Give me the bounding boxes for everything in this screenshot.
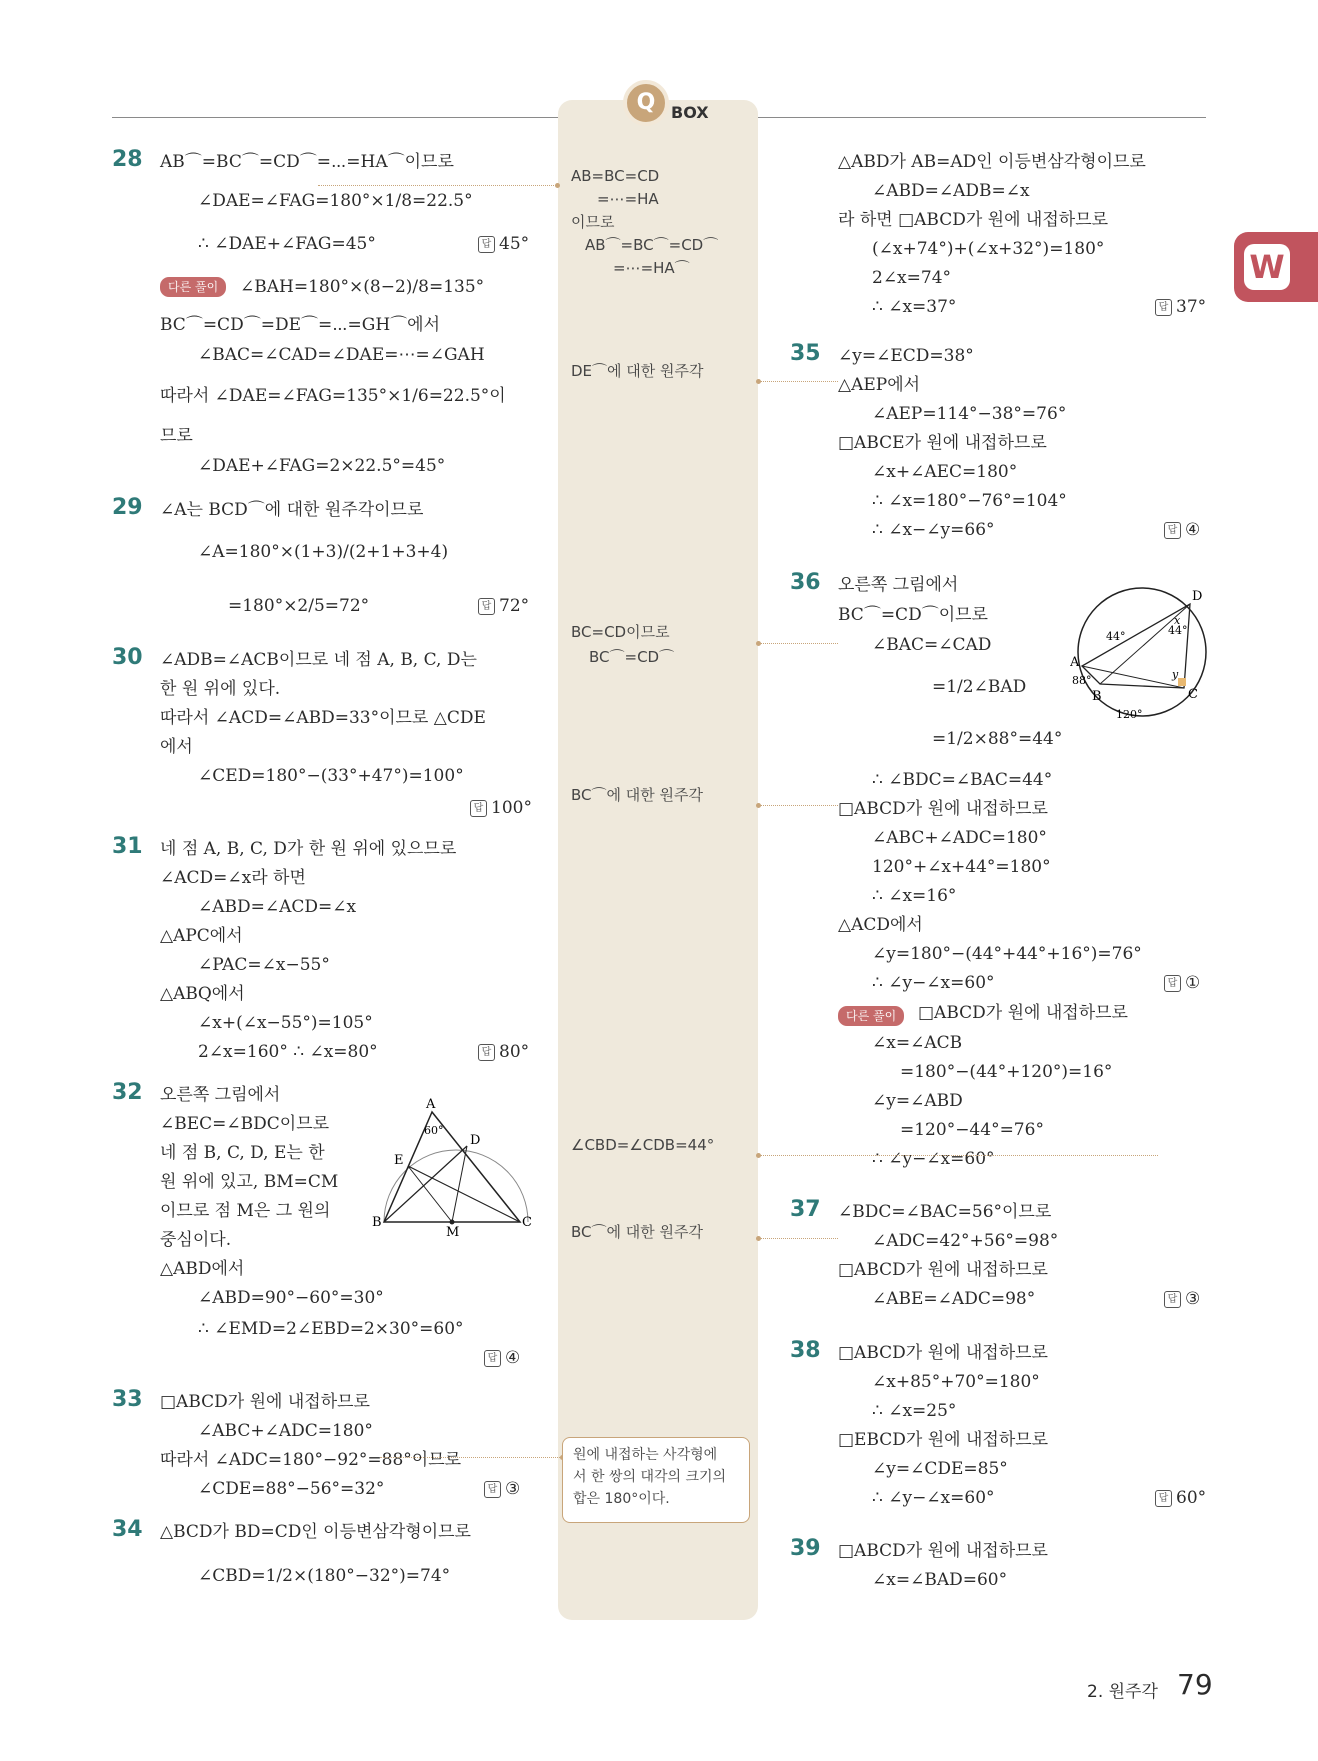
solution-line-text: 므로 [160, 426, 193, 446]
solution-line-text: ∴ ∠x=16° [872, 886, 957, 906]
solution-line [872, 403, 1066, 425]
answer-value: ④ [505, 1348, 521, 1368]
figure-32 [372, 1098, 532, 1238]
solution-line-text: ∠y=∠ECD=38° [838, 346, 974, 366]
solution-line [160, 151, 454, 173]
solution-line-text: ∠y=∠ABD [872, 1091, 963, 1111]
qbox-hint [613, 257, 690, 279]
answer-value: ④ [1185, 520, 1201, 540]
problem-number [790, 1339, 821, 1363]
problem-number-text: 32 [112, 1080, 143, 1105]
solution-line [872, 238, 1104, 260]
solution-line-text: AB⌒=BC⌒=CD⌒=⋯=HA⌒이므로 [160, 152, 454, 172]
alt-solution-badge [160, 277, 226, 297]
solution-line-text: ∠ABE=∠ADC=98° [872, 1289, 1036, 1309]
solution-line [872, 1371, 1040, 1393]
solution-line [872, 1487, 995, 1509]
solution-line [872, 943, 1142, 965]
solution-line-text: =1/2×88°=44° [932, 729, 1063, 749]
answer-mark-icon: 답 [484, 1481, 501, 1498]
solution-line [160, 1171, 338, 1193]
problem-number-text: 33 [112, 1387, 143, 1412]
solution-line-text: BC⌒=CD⌒=DE⌒=⋯=GH⌒에서 [160, 315, 441, 335]
answer [1164, 972, 1200, 994]
answer [1155, 296, 1206, 318]
fig32-label-e: E [394, 1153, 404, 1168]
alt-solution-badge [838, 1006, 904, 1026]
solution-line-text: □ABCD가 원에 내접하므로 [918, 1003, 1128, 1023]
answer-mark-icon: 답 [478, 598, 495, 615]
leader-line [758, 805, 838, 806]
problem-number-text: 29 [112, 495, 143, 520]
qbox-hint-text: ∠CBD=∠CDB=44° [571, 1136, 715, 1154]
answer [1155, 1487, 1206, 1509]
solution-line [240, 276, 484, 298]
qbox-hint [571, 1221, 703, 1243]
solution-line-text: ∴ ∠x−∠y=66° [872, 520, 995, 540]
solution-line [160, 707, 486, 729]
answer-mark-icon: 답 [1155, 299, 1172, 316]
qbox-note [562, 1437, 750, 1523]
fig36-label-c: C [1188, 687, 1198, 702]
answer-mark-icon: 답 [1155, 1490, 1172, 1507]
solution-line [198, 765, 464, 787]
solution-line-text: 네 점 A, B, C, D가 한 원 위에 있으므로 [160, 839, 457, 859]
solution-line-text: ∠PAC=∠x−55° [198, 955, 330, 975]
problem-number [112, 496, 143, 520]
solution-line [160, 983, 245, 1005]
qbox-hint [589, 646, 674, 668]
answer [484, 1478, 520, 1500]
w-logo-icon: W [1244, 244, 1290, 290]
chapter-title: 2. 원주각 [1087, 1682, 1158, 1702]
solution-line-text: 120°+∠x+44°=180° [872, 857, 1051, 877]
solution-line [160, 1200, 330, 1222]
problem-number-text: 31 [112, 834, 143, 859]
solution-line [918, 1002, 1128, 1024]
solution-line [872, 1569, 1007, 1591]
qbox-hint-text: =⋯=HA⌒ [613, 259, 690, 277]
solution-line-text: △ABQ에서 [160, 984, 245, 1004]
alt-solution-badge-text: 다른 풀이 [846, 1009, 897, 1023]
solution-line-text: ∴ ∠x=37° [872, 297, 957, 317]
fig32-label-c: C [522, 1215, 532, 1230]
qbox-hint-text: 이므로 [571, 213, 615, 231]
answer [478, 233, 529, 255]
solution-line-text: ∠A는 BCD⌒에 대한 원주각이므로 [160, 500, 424, 520]
solution-line [198, 954, 330, 976]
solution-line [872, 1032, 962, 1054]
qbox-label: BOX [671, 103, 709, 122]
solution-line-text: □ABCD가 원에 내접하므로 [838, 1260, 1048, 1280]
solution-line-text: 네 점 B, C, D, E는 한 [160, 1143, 325, 1163]
solution-line [198, 455, 445, 477]
solution-line-text: ∠ABC+∠ADC=180° [872, 828, 1047, 848]
leader-dot [756, 1236, 761, 1241]
qbox-note-line: 합은 180°이다. [573, 1491, 670, 1507]
solution-line-text: =120°−44°=76° [900, 1120, 1044, 1140]
answer-mark-icon: 답 [478, 236, 495, 253]
qbox-hint-text: BC⌒에 대한 원주각 [571, 786, 703, 804]
solution-line [872, 461, 1017, 483]
solution-line [198, 1565, 450, 1587]
solution-line [198, 1041, 378, 1063]
solution-line [198, 1478, 384, 1500]
qbox-hint [571, 1134, 714, 1156]
problem-number [112, 646, 143, 670]
solution-line [160, 925, 243, 947]
fig36-label-d: D [1192, 589, 1203, 604]
qbox-hint [597, 188, 659, 210]
solution-line [160, 1258, 244, 1280]
solution-line-text: ∴ ∠EMD=2∠EBD=2×30°=60° [198, 1319, 464, 1339]
answer-value: 45° [499, 234, 530, 254]
solution-line-text: △AEP에서 [838, 375, 921, 395]
solution-line [872, 885, 956, 907]
qbox-hint-text: BC=CD이므로 [571, 623, 670, 641]
solution-line-text: 2∠x=74° [872, 268, 952, 288]
side-tab [1234, 232, 1318, 302]
solution-line [838, 374, 920, 396]
solution-line-text: ∠x+(∠x−55°)=105° [198, 1013, 373, 1033]
solution-line-text: 한 원 위에 있다. [160, 679, 281, 699]
figure-36 [1070, 580, 1210, 730]
solution-line-text: ∠ADB=∠ACB이므로 네 점 A, B, C, D는 [160, 650, 477, 670]
solution-line [228, 595, 369, 617]
solution-line-text: 따라서 ∠ADC=180°−92°=88°이므로 [160, 1450, 462, 1470]
solution-line-text: ∠x+∠AEC=180° [872, 462, 1018, 482]
leader-line [758, 381, 838, 382]
fig36-angle-1: 44° [1106, 630, 1126, 643]
solution-line [160, 499, 423, 521]
answer-value: ① [1185, 973, 1201, 993]
answer-value: 60° [1176, 1488, 1207, 1508]
answer-value: 37° [1176, 297, 1207, 317]
solution-line [872, 769, 1052, 791]
qbox-hint [585, 234, 718, 256]
qbox-note-line: 원에 내접하는 사각형에 [573, 1447, 718, 1463]
answer-value: 80° [499, 1042, 530, 1062]
solution-line [198, 1318, 464, 1340]
answer-mark-icon: 답 [478, 1044, 495, 1061]
answer-value: 100° [491, 798, 532, 818]
qbox-note-line: 서 한 쌍의 대각의 크기의 [573, 1469, 727, 1485]
solution-line-text: ∠x=∠BAD=60° [872, 1570, 1008, 1590]
solution-line-text: ∠y=∠CDE=85° [872, 1459, 1008, 1479]
solution-line-text: ∴ ∠BDC=∠BAC=44° [872, 770, 1053, 790]
fig36-angle-3: 88° [1072, 674, 1092, 687]
solution-line [872, 972, 995, 994]
solution-line-text: □ABCD가 원에 내접하므로 [160, 1392, 370, 1412]
leader-line [758, 1238, 838, 1239]
leader-dot [756, 803, 761, 808]
solution-line [160, 425, 193, 447]
solution-line [872, 180, 1030, 202]
solution-line [872, 267, 951, 289]
solution-line [198, 1287, 384, 1309]
solution-line [198, 896, 356, 918]
answer-value: 72° [499, 596, 530, 616]
problem-number-text: 36 [790, 570, 821, 595]
solution-line-text: =1/2∠BAD [932, 677, 1027, 697]
solution-line [838, 574, 958, 596]
solution-line-text: ∠ABD=90°−60°=30° [198, 1288, 384, 1308]
solution-line-text: ∠x+85°+70°=180° [872, 1372, 1040, 1392]
answer-mark-icon: 답 [470, 800, 487, 817]
answer [1164, 519, 1200, 541]
fig36-label-y: y [1172, 668, 1179, 681]
solution-line-text: ∠BAC=∠CAD [872, 635, 992, 655]
qbox-hint [571, 784, 703, 806]
solution-line [872, 296, 956, 318]
solution-line-text: ∠BEC=∠BDC이므로 [160, 1114, 330, 1134]
solution-line [932, 676, 1026, 698]
fig32-label-b: B [372, 1215, 382, 1230]
leader-dot [756, 379, 761, 384]
solution-line [160, 385, 506, 407]
solution-line-text: △ABD가 AB=AD인 이등변삼각형이므로 [838, 152, 1146, 172]
solution-line-text: □ABCD가 원에 내접하므로 [838, 799, 1048, 819]
problem-number-text: 35 [790, 341, 821, 366]
solution-line [838, 914, 923, 936]
answer-value: ③ [505, 1479, 521, 1499]
qbox-q-icon: Q [623, 80, 669, 126]
solution-line-text: △ABD에서 [160, 1259, 245, 1279]
answer [1164, 1288, 1200, 1310]
solution-line-text: □ABCD가 원에 내접하므로 [838, 1541, 1048, 1561]
solution-line-text: 중심이다. [160, 1230, 232, 1250]
solution-line-text: ∠DAE+∠FAG=2×22.5°=45° [198, 456, 446, 476]
solution-line [872, 827, 1047, 849]
solution-line-text: 라 하면 □ABCD가 원에 내접하므로 [838, 210, 1109, 230]
leader-line [758, 1155, 1158, 1156]
solution-line [160, 678, 280, 700]
solution-line-text: =180°×2/5=72° [228, 596, 370, 616]
solution-line [932, 728, 1062, 750]
solution-line-text: 오른쪽 그림에서 [160, 1085, 281, 1105]
solution-line-text: BC⌒=CD⌒이므로 [838, 605, 988, 625]
solution-line-text: ∠ABC+∠ADC=180° [198, 1421, 373, 1441]
fig32-label-m: M [446, 1225, 460, 1238]
solution-line [872, 1288, 1035, 1310]
answer [470, 797, 532, 819]
solution-line-text: ∠y=180°−(44°+44°+16°)=76° [872, 944, 1142, 964]
solution-line [900, 1119, 1044, 1141]
solution-line-text: ∠ACD=∠x라 하면 [160, 868, 306, 888]
solution-line-text: ∠BAH=180°×(8−2)/8=135° [240, 277, 485, 297]
solution-line [198, 190, 473, 212]
alt-solution-badge-text: 다른 풀이 [168, 280, 219, 294]
solution-line-text: ∠BAC=∠CAD=∠DAE=⋯=∠GAH [198, 345, 485, 365]
solution-line-text: ∠ABD=∠ACD=∠x [198, 897, 357, 917]
problem-number-text: 30 [112, 645, 143, 670]
fig36-label-a: A [1070, 655, 1080, 670]
solution-line [160, 1084, 280, 1106]
solution-line-text: ∴ ∠y−∠x=60° [872, 973, 995, 993]
fig32-label-a: A [426, 1098, 436, 1112]
solution-line [160, 1142, 325, 1164]
answer [478, 595, 529, 617]
solution-line [160, 1113, 329, 1135]
solution-line [838, 151, 1146, 173]
answer-mark-icon: 답 [484, 1350, 501, 1367]
solution-line-text: 에서 [160, 737, 193, 757]
solution-line [872, 634, 991, 656]
solution-line-text: 2∠x=160° ∴ ∠x=80° [198, 1042, 378, 1062]
solution-line-text: ∠CDE=88°−56°=32° [198, 1479, 385, 1499]
solution-line [198, 344, 485, 366]
problem-number [790, 1537, 821, 1561]
problem-number [112, 1081, 143, 1105]
problem-number [112, 1518, 143, 1542]
solution-line [160, 867, 306, 889]
solution-line-text: 따라서 ∠ACD=∠ABD=33°이므로 △CDE [160, 708, 486, 728]
solution-line-text: □ABCE가 원에 내접하므로 [838, 433, 1047, 453]
solution-line [838, 1540, 1048, 1562]
solution-line-text: (∠x+74°)+(∠x+32°)=180° [872, 239, 1105, 259]
solution-line-text: △BCD가 BD=CD인 이등변삼각형이므로 [160, 1522, 471, 1542]
solution-line-text: ∴ ∠DAE+∠FAG=45° [198, 234, 376, 254]
fig32-angle: 60° [424, 1124, 444, 1137]
leader-dot [756, 1153, 761, 1158]
solution-line-text: 오른쪽 그림에서 [838, 575, 959, 595]
solution-line [160, 314, 440, 336]
answer [484, 1347, 520, 1369]
qbox-hint-text: =⋯=HA [597, 190, 659, 208]
qbox-hint-text: BC⌒에 대한 원주각 [571, 1223, 703, 1241]
solution-line-text: ∴ ∠y−∠x=60° [872, 1488, 995, 1508]
solution-line [872, 1400, 956, 1422]
answer-mark-icon: 답 [1164, 522, 1181, 539]
solution-line-text: ∴ ∠y−∠x=60° [872, 1149, 995, 1169]
solution-line [838, 604, 988, 626]
problem-number-text: 39 [790, 1536, 821, 1561]
leader-line [758, 643, 838, 644]
fig36-label-x: x [1174, 614, 1181, 627]
answer [478, 1041, 529, 1063]
fig36-label-b: B [1092, 689, 1102, 704]
solution-line [872, 1148, 995, 1170]
solution-line [838, 345, 974, 367]
answer-mark-icon: 답 [1164, 975, 1181, 992]
qbox-hint [571, 211, 614, 233]
solution-line-text: ∠A=180°×(1+3)/(2+1+3+4) [198, 542, 449, 562]
fig32-label-d: D [470, 1133, 481, 1148]
solution-line [872, 1230, 1058, 1252]
solution-line-text: △APC에서 [160, 926, 243, 946]
leader-dot [756, 641, 761, 646]
solution-line [872, 490, 1067, 512]
solution-line-text: 원 위에 있고, BM=CM [160, 1172, 339, 1192]
leader-line [318, 185, 558, 186]
solution-line-text: ∠x=∠ACB [872, 1033, 963, 1053]
solution-line [838, 798, 1048, 820]
problem-number [790, 571, 821, 595]
qbox-hint [571, 621, 670, 643]
solution-line [198, 541, 448, 563]
solution-line [160, 736, 193, 758]
solution-line [160, 1391, 370, 1413]
solution-line-text: ∠AEP=114°−38°=76° [872, 404, 1067, 424]
solution-line [872, 1090, 963, 1112]
leader-line [380, 1457, 562, 1458]
solution-line [872, 519, 995, 541]
problem-number-text: 38 [790, 1338, 821, 1363]
solution-line-text: ∠DAE=∠FAG=180°×1/8=22.5° [198, 191, 473, 211]
solution-line-text: ∴ ∠x=180°−76°=104° [872, 491, 1067, 511]
qbox-hint-text: DE⌒에 대한 원주각 [571, 362, 704, 380]
answer-mark-icon: 답 [1164, 1291, 1181, 1308]
solution-line-text: ∠ADC=42°+56°=98° [872, 1231, 1059, 1251]
solution-line [160, 838, 456, 860]
solution-line [160, 1449, 461, 1471]
solution-line [198, 1012, 373, 1034]
qbox-hint-text: AB=BC=CD [571, 167, 660, 185]
solution-line [838, 1259, 1048, 1281]
qbox-hint [571, 165, 659, 187]
solution-line [872, 856, 1051, 878]
leader-dot [555, 183, 560, 188]
solution-line-text: ∠CED=180°−(33°+47°)=100° [198, 766, 464, 786]
qbox-hint [571, 360, 704, 382]
solution-line [872, 1458, 1008, 1480]
qbox-hint-text: BC⌒=CD⌒ [589, 648, 675, 666]
fig36-angle-2: 44° [1168, 624, 1188, 637]
solution-line [838, 432, 1047, 454]
solution-line-text: 이므로 점 M은 그 원의 [160, 1201, 331, 1221]
problem-number-text: 28 [112, 147, 143, 172]
solution-line-text: △ACD에서 [838, 915, 923, 935]
solution-line-text: □EBCD가 원에 내접하므로 [838, 1430, 1049, 1450]
qbox-hint-text: AB⌒=BC⌒=CD⌒ [585, 236, 719, 254]
qbox-column [558, 100, 758, 1620]
solution-line-text: ∠CBD=1/2×(180°−32°)=74° [198, 1566, 451, 1586]
solution-line-text: ∴ ∠x=25° [872, 1401, 957, 1421]
problem-number [790, 1198, 821, 1222]
fig36-angle-4: 120° [1116, 708, 1143, 721]
solution-line [160, 1521, 471, 1543]
solution-line-text: =180°−(44°+120°)=16° [900, 1062, 1113, 1082]
solution-line [160, 649, 477, 671]
solution-line [160, 1229, 231, 1251]
solution-line-text: □ABCD가 원에 내접하므로 [838, 1343, 1048, 1363]
problem-number [112, 835, 143, 859]
solution-line [198, 1420, 373, 1442]
solution-line-text: 따라서 ∠DAE=∠FAG=135°×1/6=22.5°이 [160, 386, 506, 406]
solution-line [838, 209, 1108, 231]
problem-number [112, 1388, 143, 1412]
problem-number [112, 148, 143, 172]
solution-line [900, 1061, 1112, 1083]
solution-line [838, 1429, 1048, 1451]
solution-line [838, 1201, 1051, 1223]
solution-line-text: ∠BDC=∠BAC=56°이므로 [838, 1202, 1052, 1222]
solution-line [198, 233, 376, 255]
answer-value: ③ [1185, 1289, 1201, 1309]
problem-number-text: 37 [790, 1197, 821, 1222]
solution-line-text: ∠ABD=∠ADB=∠x [872, 181, 1030, 201]
page-number: 79 [1177, 1668, 1213, 1701]
problem-number-text: 34 [112, 1517, 143, 1542]
problem-number [790, 342, 821, 366]
solution-line [838, 1342, 1048, 1364]
